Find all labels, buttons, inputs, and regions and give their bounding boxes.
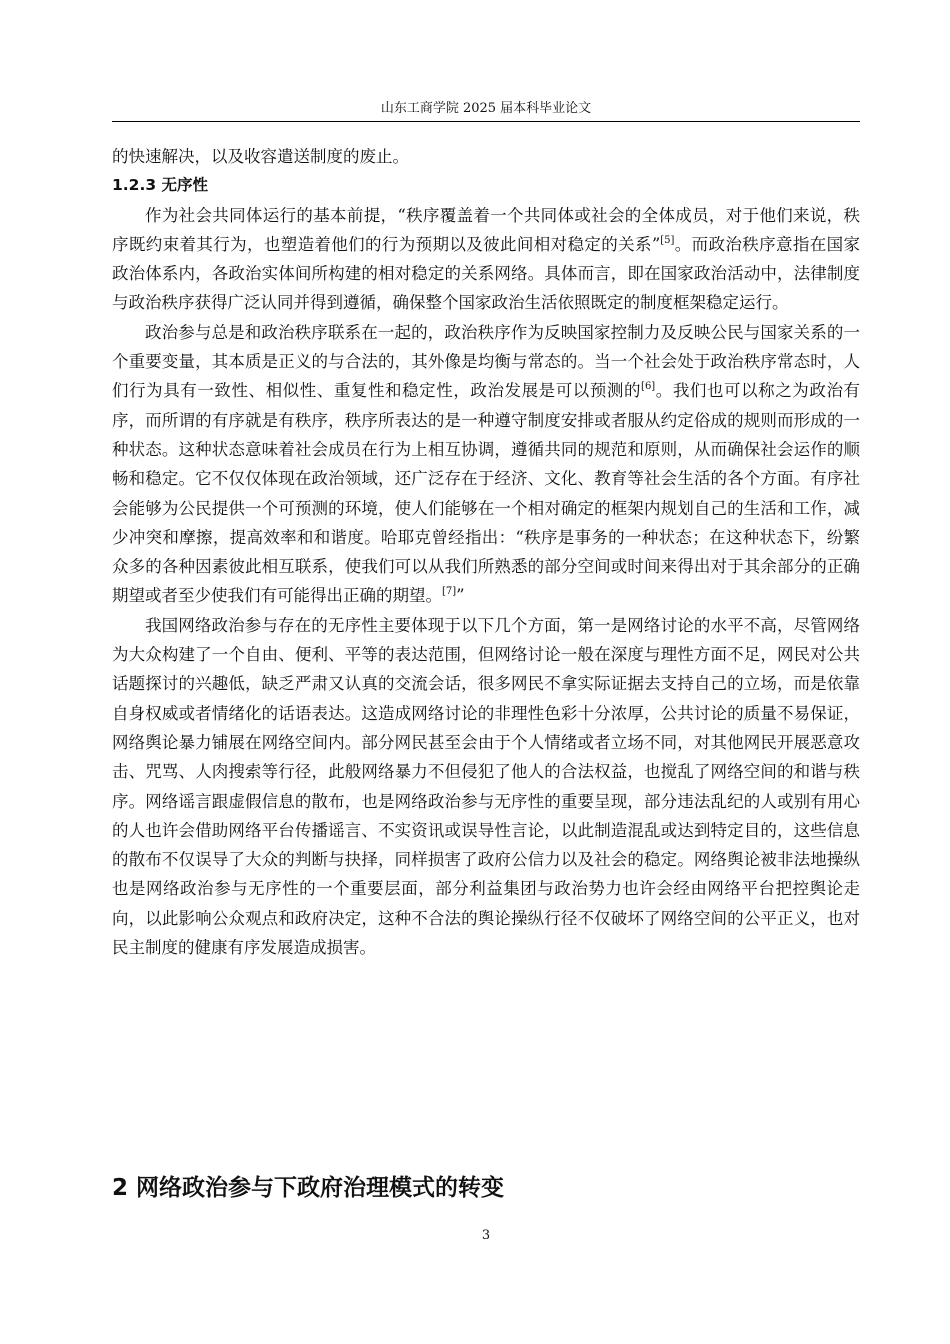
page-number: 3 — [481, 1228, 491, 1243]
citation-ref[interactable]: [6] — [641, 381, 656, 393]
section-heading-1-2-3: 1.2.3 无序性 — [112, 176, 209, 195]
header-divider — [112, 121, 860, 122]
paragraph-text: 。我们也可以称之为政治有序，而所谓的有序就是有秩序，秩序所表达的是一种遵守制度安排或者服从约定俗成的规则而形成的一种状态。这种状态意味着社会成员在行为上相互协调，遵循共同的规范和原则，从而确保社会运作的顺畅和稳定。它不仅仅体现在政治领域，还广泛存在于经济、文化、教育等社会生活的各个方面。有序社会能够为公民提供一个可预测的环境，使人们能够在一个相对确定的框架内规划自己的生活和工作，减少冲突和摩擦，提高效率和和谐度。哈耶克曾经指出：“秩序是事务的一种状态；在这种状态下，纷繁众多的各种因素彼此相互联系，使我们可以从我们所熟悉的部分空间或时间来得出对于其余部分的正确期望或者至少使我们有可能得出正确的期望。 — [112, 381, 861, 606]
body-text — [112, 142, 860, 962]
citation-ref[interactable]: [5] — [660, 234, 675, 246]
paragraph-text: 。而政治秩序意指在国家政治体系内，各政治实体间所构建的相对稳定的关系网络。具体而言，即在国家政治活动中，法律制度与政治秩序获得广泛认同并得到遵循，确保整个国家政治生活依照既定的制度框架稳定运行。 — [112, 234, 861, 313]
paragraph-disorder-manifestations: 我国网络政治参与存在的无序性主要体现于以下几个方面，第一是网络讨论的水平不高，尽管网络为大众构建了一个自由、便利、平等的表达范围，但网络讨论一般在深度与理性方面不足，网民对公共话题探讨的兴趣低，缺乏严肃又认真的交流会话，很多网民不拿实际证据去支持自己的立场，而是依靠自身权威或者情绪化的话语表达。这造成网络讨论的非理性色彩十分浓厚，公共讨论的质量不易保证，网络舆论暴力铺展在网络空间内。部分网民甚至会由于个人情绪或者立场不同，对其他网民开展恶意攻击、咒骂、人肉搜索等行径，此般网络暴力不但侵犯了他人的合法权益，也搅乱了网络空间的和谐与秩序。网络谣言跟虚假信息的散布，也是网络政治参与无序性的重要呈现，部分违法乱纪的人或别有用心的人也许会借助网络平台传播谣言、不实资讯或误导性言论，以此制造混乱或达到特定目的，这些信息的散布不仅误导了大众的判断与抉择，同样损害了政府公信力以及社会的稳定。网络舆论被非法地操纵也是网络政治参与无序性的一个重要层面，部分利益集团与政治势力也许会经由网络平台把控舆论走向，以此影响公众观点和政府决定，这种不合法的舆论操纵行径不仅破坏了网络空间的公平正义，也对民主制度的健康有序发展造成损害。 — [112, 615, 860, 958]
paragraph-text: 作为社会共同体运行的基本前提，“秩序覆盖着一个共同体或社会的全体成员，对于他们来说，秩序既约束着其行为，也塑造着他们的行为预期以及彼此间相对稳定的关系” — [112, 205, 860, 254]
paragraph-text: ” — [456, 586, 465, 606]
chapter-heading-2: 2 网络政治参与下政府治理模式的转变 — [112, 1175, 505, 1201]
paragraph-continuation: 的快速解决，以及收容遣送制度的废止。 — [112, 147, 409, 166]
page-header: 山东工商学院 2025 届本科毕业论文 — [380, 101, 592, 116]
paragraph-political-order — [112, 318, 860, 611]
paragraph-text: 政治参与总是和政治秩序联系在一起的，政治秩序作为反映国家控制力及反映公民与国家关系的一个重要变量，其本质是正义的与合法的，其外像是均衡与常态的。当一个社会处于政治秩序常态时，人们行为具有一致性、相似性、重复性和稳定性，政治发展是可以预测的 — [112, 322, 860, 401]
paragraph-order-definition — [112, 201, 860, 318]
citation-ref[interactable]: [7] — [442, 586, 457, 598]
